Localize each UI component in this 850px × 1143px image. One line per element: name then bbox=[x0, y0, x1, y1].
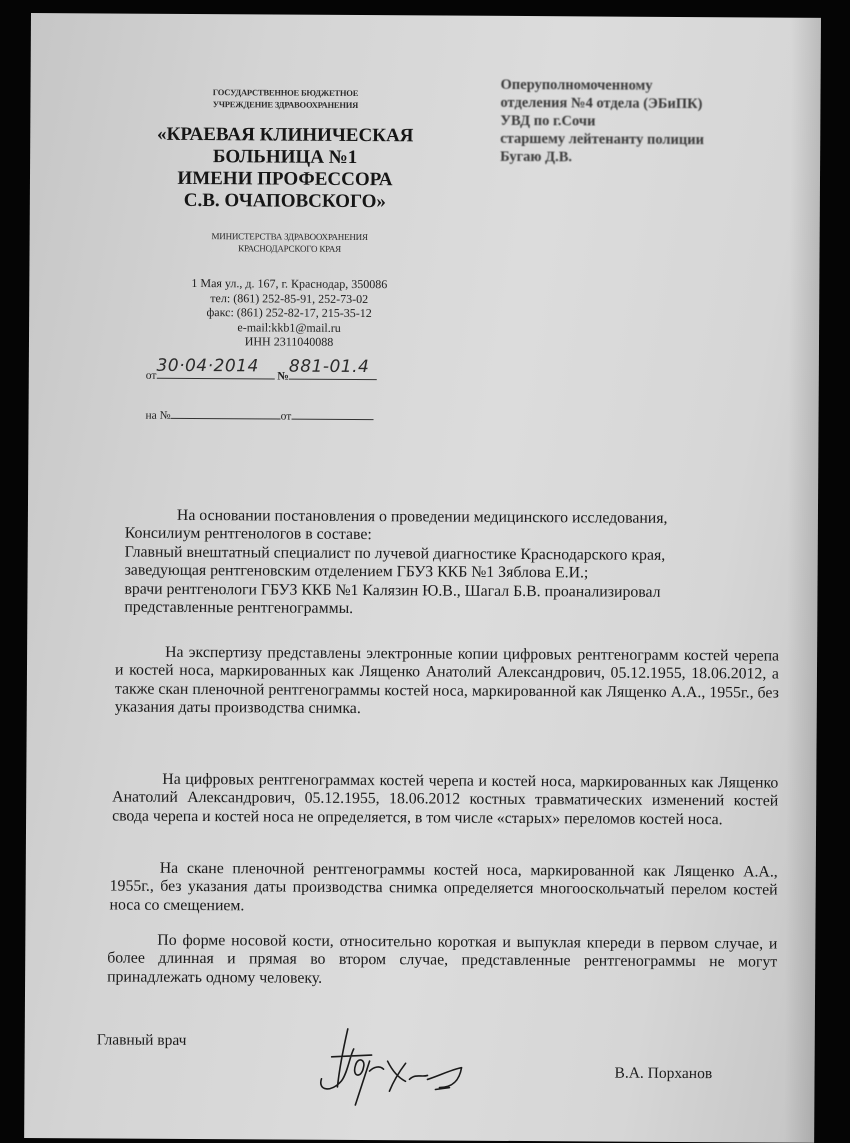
signatory-position: Главный врач bbox=[96, 1031, 187, 1049]
org-type-line: УЧРЕЖДЕНИЕ ЗДРАВООХРАНЕНИЯ bbox=[212, 99, 359, 110]
from-label: от bbox=[145, 369, 157, 382]
paragraph-text: По форме носовой кости, относительно короткая и выпуклая кпереди в первом случае, и более длинная и прямая во втором случае, представленные рентгенограммы не могут принадлежать одному человеку. bbox=[107, 931, 778, 987]
phone: тел: (861) 252-85-91, 252-73-02 bbox=[210, 290, 369, 306]
letterhead-ministry bbox=[150, 230, 430, 256]
letterhead-contacts bbox=[139, 276, 439, 350]
address: 1 Мая ул., д. 167, г. Краснодар, 350086 bbox=[191, 275, 388, 292]
number-field bbox=[288, 356, 377, 381]
body-line: На основании постановления о проведении медицинского исследования, bbox=[176, 506, 668, 527]
paragraph-text: На скане пленочной рентгенограммы костей носа, маркированной как Лященко А.А., 1955г., без указания даты производства снимка определяется многооскольчатый перелом костей носа со смещением. bbox=[109, 859, 778, 915]
paragraph-materials bbox=[115, 644, 779, 722]
body-line: представленные рентгенограммы. bbox=[124, 598, 354, 618]
org-name-line: С.В. ОЧАПОВСКОГО» bbox=[183, 189, 386, 213]
organization-name bbox=[125, 124, 446, 214]
inn: ИНН 2311040088 bbox=[244, 334, 334, 349]
email: e-mail:kkb1@mail.ru bbox=[237, 319, 341, 335]
paragraph-digital-findings bbox=[112, 771, 778, 830]
addressee-block bbox=[500, 76, 704, 167]
addressee-line: Оперуполномоченному bbox=[500, 76, 653, 94]
reply-date-field bbox=[291, 405, 373, 421]
ministry-line: КРАСНОДАРСКОГО КРАЯ bbox=[238, 243, 341, 254]
org-name-line: «КРАЕВАЯ КЛИНИЧЕСКАЯ bbox=[157, 123, 414, 147]
addressee-line: УВД по г.Сочи bbox=[500, 112, 596, 130]
body-line: заведующая рентгеновским отделением ГБУЗ ККБ №1 Зяблова Е.И.; bbox=[124, 561, 589, 582]
date-field bbox=[156, 355, 274, 380]
reply-from-label: от bbox=[280, 410, 292, 423]
ministry-line: МИНИСТЕРСТВА ЗДРАВООХРАНЕНИЯ bbox=[211, 231, 368, 243]
addressee-line: Бугаю Д.В. bbox=[500, 148, 573, 166]
outgoing-registration bbox=[145, 355, 377, 383]
incoming-registration bbox=[146, 404, 374, 423]
body-line: Главный внештатный специалист по лучевой диагностике Краснодарского края, bbox=[124, 543, 666, 564]
paragraph-consilium bbox=[124, 507, 805, 622]
org-name-line: БОЛЬНИЦА №1 bbox=[212, 146, 358, 168]
body-line: врачи рентгенологи ГБУЗ ККБ №1 Калязин Ю.В., Шагал Б.В. проанализировал bbox=[124, 580, 661, 601]
paragraph-conclusion bbox=[107, 931, 777, 990]
org-type-line: ГОСУДАРСТВЕННОЕ БЮДЖЕТНОЕ bbox=[212, 87, 359, 99]
addressee-line: отделения №4 отдела (ЭБиПК) bbox=[500, 94, 703, 113]
paragraph-text: На экспертизу представлены электронные копии цифровых рентгенограмм костей черепа и костей носа, маркированных как Лященко Анатолий Александрович, 05.12.1955, 18.06.2012, а также скан пленочной рентгенограммы костей носа, маркированной как Лященко А.А., 1955г., без указания даты производства снимка. bbox=[114, 643, 780, 718]
org-name-line: ИМЕНИ ПРОФЕССОРА bbox=[177, 167, 393, 191]
paragraph-text: На цифровых рентгенограммах костей черепа и костей носа, маркированных как Лященко Анатолий Александрович, 05.12.1955, 18.06.2012 костных травматических изменений костей свода черепа и костей носа не определяется, в том числе «старых» переломов костей носа. bbox=[112, 770, 779, 829]
handwritten-signature bbox=[309, 1027, 509, 1108]
letterhead-org-type bbox=[160, 86, 410, 112]
body-line: Консилиум рентгенологов в составе: bbox=[124, 524, 372, 544]
number-label: № bbox=[277, 370, 289, 383]
paragraph-film-findings bbox=[109, 859, 777, 918]
addressee-line: старшему лейтенанту полиции bbox=[500, 130, 704, 149]
handwritten-date: 30·04·2014 bbox=[156, 355, 259, 377]
fax: факс: (861) 252-82-17, 215-35-12 bbox=[206, 305, 372, 321]
signatory-name: В.А. Порханов bbox=[614, 1064, 713, 1083]
handwritten-number: 881-01.4 bbox=[288, 356, 370, 378]
reply-number-field bbox=[171, 404, 281, 420]
document-page bbox=[24, 13, 821, 1143]
reply-to-label: на № bbox=[145, 409, 171, 422]
